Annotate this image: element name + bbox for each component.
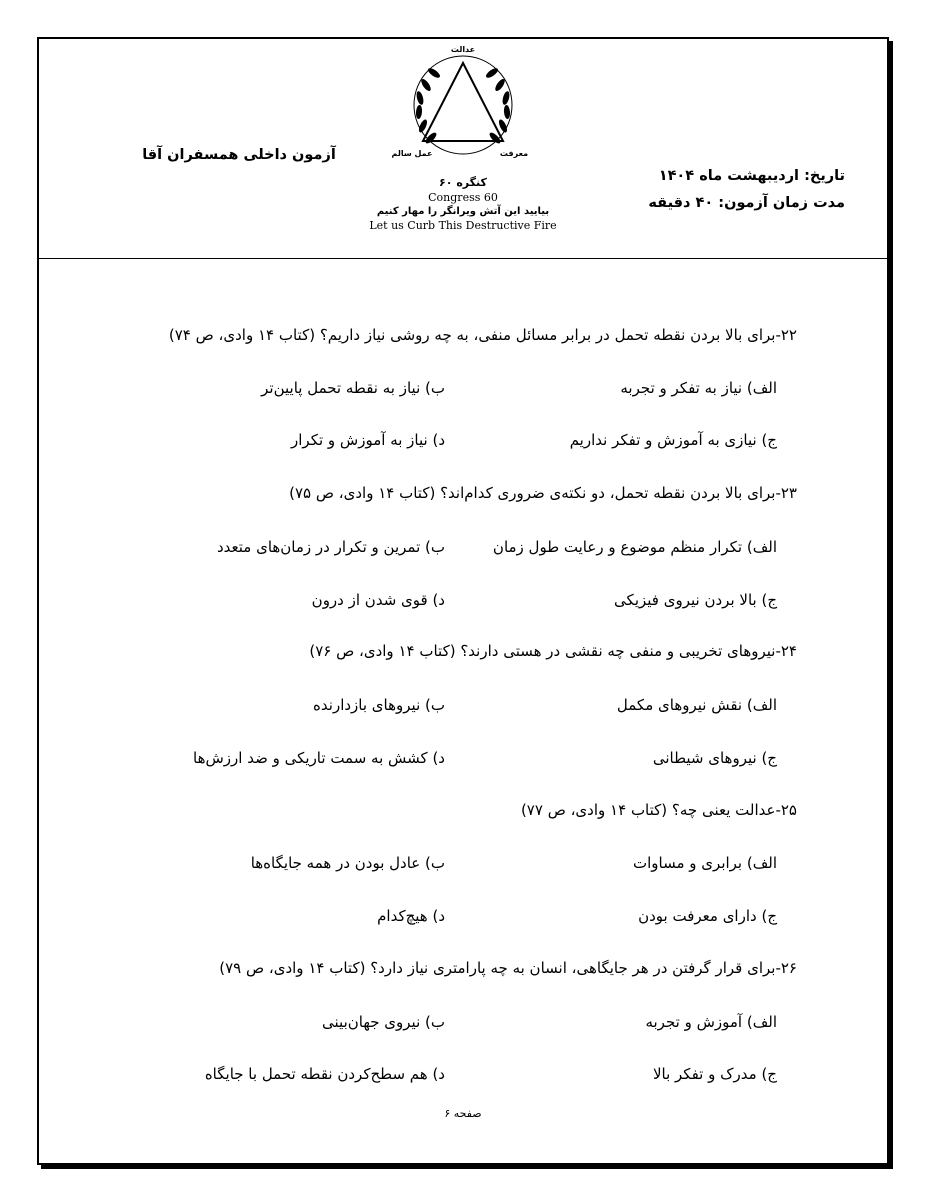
option-d: د) هم سطح‌کردن نقطه تحمل با جایگاه: [204, 1065, 445, 1083]
exam-duration: مدت زمان آزمون: ۴۰ دقیقه: [648, 195, 845, 211]
question-26: ۲۶-برای قرار گرفتن در هر جایگاهی، انسان به چه پارامتری نیاز دارد؟ (کتاب ۱۴ وادی، ص ۷۹): [219, 959, 797, 977]
option-b: ب) نیروهای بازدارنده: [313, 696, 445, 714]
option-a: الف) آموزش و تجربه: [645, 1013, 777, 1031]
option-b: ب) نیروی جهان‌بینی: [322, 1013, 445, 1031]
logo-motto-en: Let us Curb This Destructive Fire: [369, 219, 557, 232]
logo-motto-fa: بیایید این آتش ویرانگر را مهار کنیم: [376, 206, 550, 217]
option-a: الف) نقش نیروهای مکمل: [616, 696, 777, 714]
option-d: د) قوی شدن از درون: [311, 591, 445, 609]
congress-logo: [357, 41, 569, 256]
triangle-emblem-icon: [391, 41, 529, 176]
header-divider: [39, 258, 887, 259]
option-c: ج) بالا بردن نیروی فیزیکی: [614, 591, 777, 609]
exam-title: آزمون داخلی همسفران آقا: [142, 147, 336, 163]
logo-top-label: عدالت: [450, 45, 476, 54]
header-info: [648, 163, 845, 217]
option-d: د) هیچ‌کدام: [377, 907, 445, 925]
question-24: ۲۴-نیروهای تخریبی و منفی چه نقشی در هستی دارند؟ (کتاب ۱۴ وادی، ص ۷۶): [309, 642, 797, 660]
option-c: ج) نیروهای شیطانی: [652, 749, 777, 767]
option-b: ب) تمرین و تکرار در زمان‌های متعدد: [216, 538, 445, 556]
option-d: د) نیاز به آموزش و تکرار: [291, 431, 445, 449]
exam-date: تاریخ: اردیبهشت ماه ۱۴۰۴: [658, 168, 845, 184]
option-a: الف) برابری و مساوات: [633, 854, 777, 872]
option-d: د) کشش به سمت تاریکی و ضد ارزش‌ها: [193, 749, 445, 767]
option-b: ب) نیاز به نقطه تحمل پایین‌تر: [261, 379, 445, 397]
option-a: الف) تکرار منظم موضوع و رعایت طول زمان: [492, 538, 777, 556]
option-c: ج) مدرک و تفکر بالا: [652, 1065, 777, 1083]
page-number: صفحه ۶: [444, 1107, 482, 1120]
option-b: ب) عادل بودن در همه جایگاه‌ها: [250, 854, 445, 872]
question-25: ۲۵-عدالت یعنی چه؟ (کتاب ۱۴ وادی، ص ۷۷): [520, 801, 797, 819]
question-23: ۲۳-برای بالا بردن نقطه تحمل، دو نکته‌ی ضروری کدام‌اند؟ (کتاب ۱۴ وادی، ص ۷۵): [289, 484, 797, 502]
option-c: ج) نیازی به آموزش و تفکر نداریم: [569, 431, 777, 449]
option-a: الف) نیاز به تفکر و تجربه: [620, 379, 777, 397]
logo-right-label: معرفت: [499, 149, 529, 158]
question-22: ۲۲-برای بالا بردن نقطه تحمل در برابر مسائل منفی، به چه روشی نیاز داریم؟ (کتاب ۱۴ وادی، ص ۷۴): [168, 326, 797, 344]
logo-name-en: Congress 60: [428, 191, 498, 204]
exam-page: [37, 37, 889, 1165]
logo-left-label: عمل سالم: [391, 149, 433, 158]
logo-name-fa: کنگره ۶۰: [439, 176, 487, 189]
option-c: ج) دارای معرفت بودن: [638, 907, 777, 925]
